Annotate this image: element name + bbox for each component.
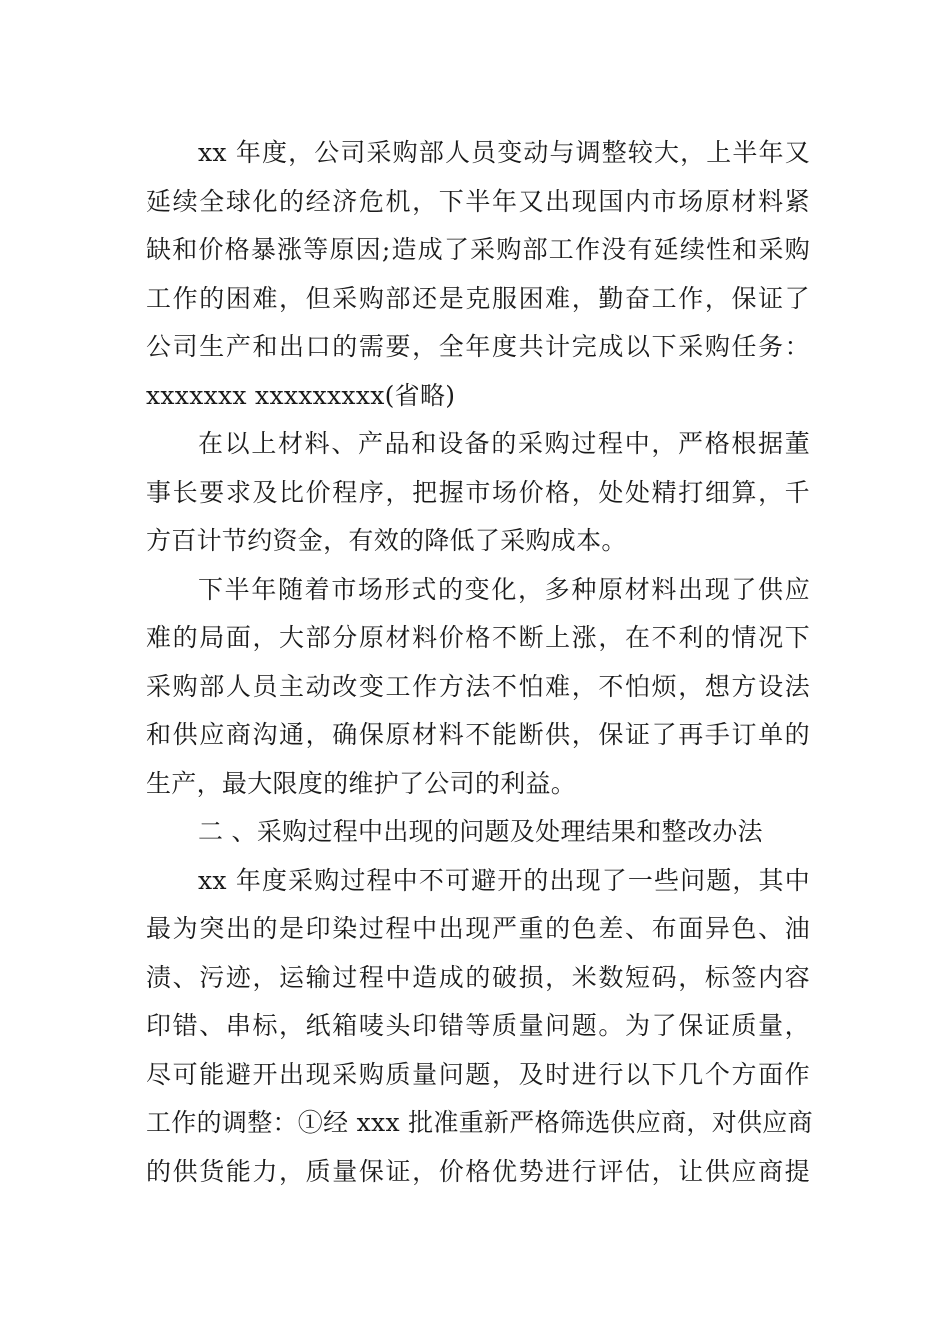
text-line: 的供货能力，质量保证，价格优势进行评估，让供应商提 [146, 1156, 810, 1186]
text-line: 工作的调整：①经 xxx 批准重新严格筛选供应商，对供应商 [146, 1108, 813, 1137]
text-line: 工作的困难，但采购部还是克服困难，勤奋工作，保证了 [146, 283, 810, 313]
text-line: 公司生产和出口的需要，全年度共计完成以下采购任务： [146, 332, 810, 361]
text-line: 生产，最大限度的维护了公司的利益。 [146, 768, 577, 798]
text-line: 缺和价格暴涨等原因;造成了采购部工作没有延续性和采购 [146, 235, 810, 264]
text-line: 最为突出的是印染过程中出现严重的色差、布面异色、油 [146, 914, 810, 943]
text-line: xx 年度采购过程中不可避开的出现了一些问题，其中 [198, 865, 810, 895]
text-line: 渍、污迹，运输过程中造成的破损，米数短码，标签内容 [146, 962, 810, 992]
document-body [146, 129, 813, 1196]
text-line: 难的局面，大部分原材料价格不断上涨，在不利的情况下 [146, 623, 810, 652]
paragraph-2 [146, 420, 810, 566]
text-line: xxxxxxx xxxxxxxxx(省略) [146, 380, 456, 410]
paragraph-1 [146, 129, 810, 420]
paragraph-5 [146, 857, 813, 1197]
text-line: 下半年随着市场形式的变化，多种原材料出现了供应 [198, 574, 810, 604]
text-line: xx 年度，公司采购部人员变动与调整较大，上半年又 [198, 138, 810, 167]
text-line: 事长要求及比价程序，把握市场价格，处处精打细算，千 [146, 477, 810, 507]
text-line: 方百计节约资金，有效的降低了采购成本。 [146, 526, 627, 555]
text-line: 延续全球化的经济危机，下半年又出现国内市场原材料紧 [146, 186, 810, 216]
text-line: 印错、串标，纸箱唛头印错等质量问题。为了保证质量， [146, 1011, 810, 1040]
paragraph-3 [146, 566, 810, 809]
text-line: 和供应商沟通，确保原材料不能断供，保证了再手订单的 [146, 720, 810, 749]
section-heading [146, 808, 810, 857]
text-line: 采购部人员主动改变工作方法不怕难，不怕烦，想方设法 [146, 671, 810, 701]
text-line: 尽可能避开出现采购质量问题，及时进行以下几个方面作 [146, 1059, 810, 1089]
text-line: 在以上材料、产品和设备的采购过程中，严格根据董 [198, 429, 810, 458]
section-heading-text: 二 、采购过程中出现的问题及处理结果和整改办法 [198, 817, 763, 846]
